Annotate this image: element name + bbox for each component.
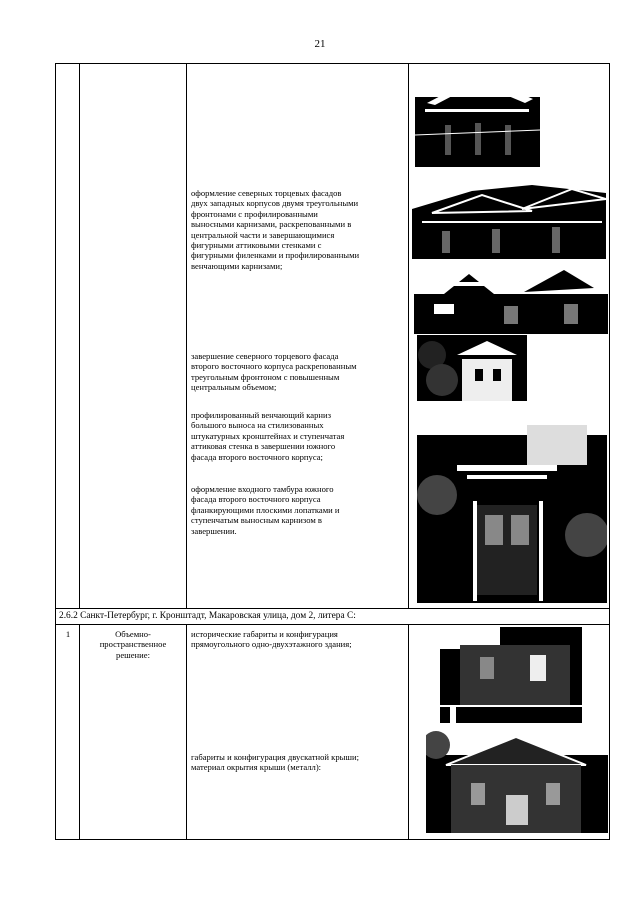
text-line: выносными карнизами, раскрепованными в [191,219,352,230]
text-line: оформление входного тамбура южного [191,484,334,494]
text-line: фигурными аттиковыми стенками с [191,240,322,251]
description-north-gable [191,351,357,393]
text-line: фигурными филенками и профилированными [191,250,360,261]
column-divider [79,63,80,608]
column-divider [408,624,409,840]
text-line: материал окрытия крыши (металл): [191,762,322,773]
description-cornice [191,410,344,462]
page-number: 21 [314,38,326,50]
description-entrance [191,484,339,536]
text-line: исторические габариты и конфигурация [191,629,338,639]
text-line: прямоугольного одно-двухэтажного здания; [191,639,352,650]
row-divider [55,624,610,625]
photo-gable-roof [426,725,608,833]
text-line: аттиковая стенка в завершении южного [191,441,336,452]
text-line: фасада второго восточного корпуса [191,494,321,505]
description-roof [191,752,359,773]
column-divider [408,63,409,608]
text-line: венчающими карнизами; [191,260,283,271]
photo-north-gables [414,264,608,334]
row-number: 1 [65,629,71,639]
photo-roof-cornice [415,75,540,167]
table-right-border [609,63,610,840]
row-divider [55,608,610,609]
text-line: профилированный венчающий карниз [191,410,332,420]
text-line: Объемно- [115,629,151,639]
text-line: фронтонами с профилированными [191,208,318,219]
text-line: центральным объемом; [191,382,277,393]
heritage-table [55,63,610,840]
column-divider [186,63,187,608]
text-line: завершение северного торцевого фасада [191,351,339,361]
text-line: треугольным фронтоном с повышенным [191,371,340,382]
table-bottom-border [55,839,610,840]
table-left-border [55,63,56,840]
text-line: фасада второго восточного корпуса; [191,451,323,462]
text-line: завершении. [191,525,237,536]
table-top-border [55,63,610,64]
photo-building-exterior [440,627,582,723]
text-line: решение: [116,649,150,660]
text-line: ступенчатым выносным карнизом в [191,515,322,526]
text-line: габариты и конфигурация двускатной крыши; [191,752,360,762]
text-line: оформление северных торцевых фасадов [191,188,342,198]
column-divider [79,624,80,840]
text-line: большого выноса на стилизованных [191,420,324,431]
text-line: второго восточного корпуса раскрепованным [191,361,357,372]
photo-north-facades [412,181,606,259]
description-dimensions [191,629,352,650]
text-line: центральной части и завершающимися [191,229,335,240]
photo-east-gable [417,335,527,401]
text-line: двух западных корпусов двумя треугольными [191,198,359,209]
section-heading: 2.6.2 Санкт-Петербург, г. Кронштадт, Макаровская улица, дом 2, литера С: [59,611,356,621]
text-line: штукатурных кронштейнах и ступенчатая [191,430,345,441]
text-line: фланкирующими плоскими лопатками и [191,504,340,515]
column-divider [186,624,187,840]
category-label [81,629,185,660]
photo-south-entrance [417,405,607,603]
description-north-facades [191,188,359,271]
text-line: пространственное [99,639,167,650]
